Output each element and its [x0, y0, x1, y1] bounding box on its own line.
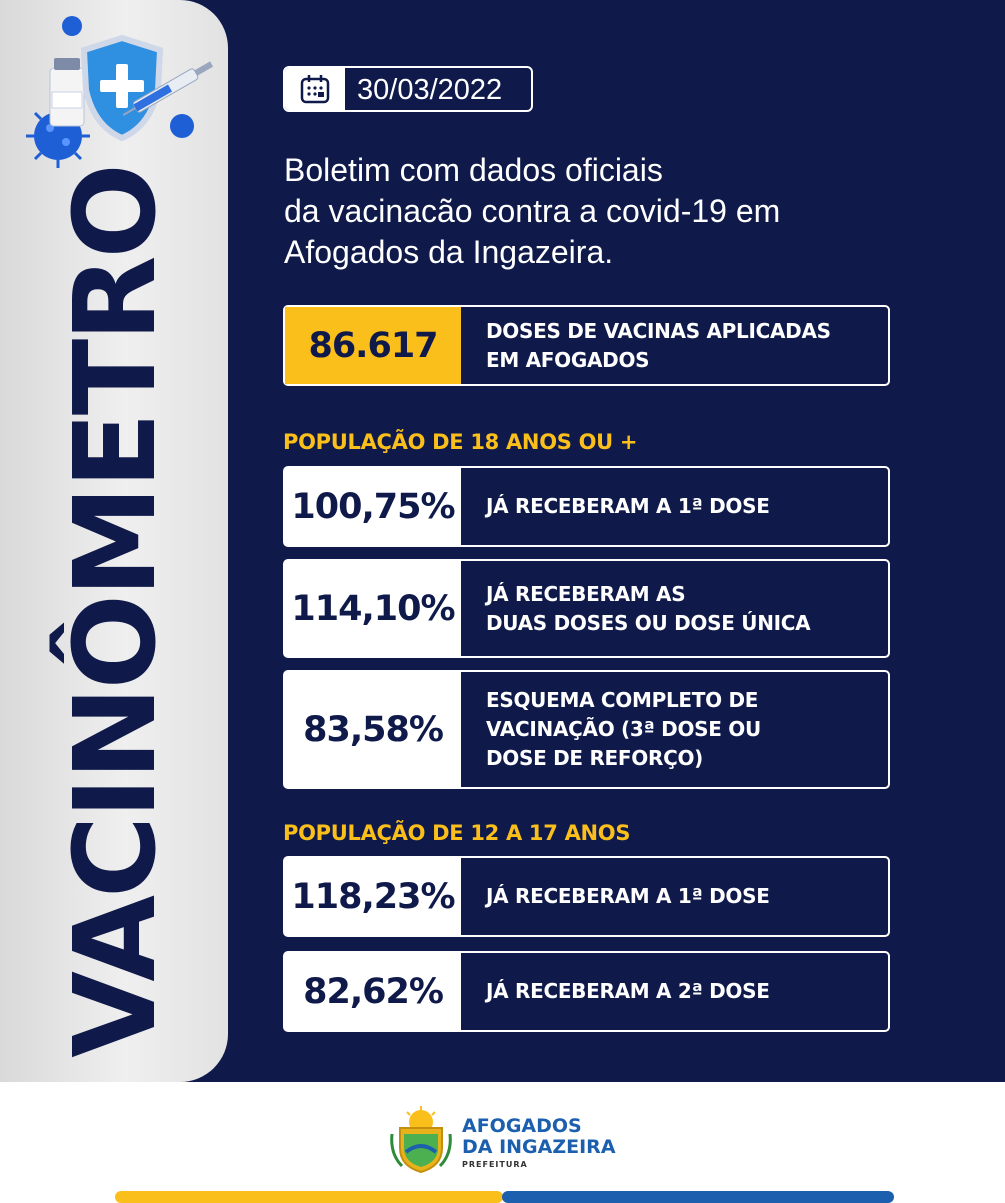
teens-section-title: POPULAÇÃO DE 12 A 17 ANOS [283, 821, 631, 845]
adults-first-dose-value: 100,75% [285, 468, 461, 545]
total-doses-value: 86.617 [285, 307, 461, 384]
adults-complete-value: 83,58% [285, 672, 461, 787]
total-doses-label: DOSES DE VACINAS APLICADAS EM AFOGADOS [486, 318, 831, 372]
teens-second-dose-value: 82,62% [285, 953, 461, 1030]
total-doses-card [283, 305, 890, 386]
adults-section-title: POPULAÇÃO DE 18 ANOS OU + [283, 430, 638, 454]
intro-line: da vacinacão contra a covid-19 em [284, 193, 781, 229]
teens-second-dose-label: JÁ RECEBERAM A 2ª DOSE [486, 979, 770, 1003]
calendar-icon [285, 68, 345, 110]
adults-complete-label: ESQUEMA COMPLETO DE VACINAÇÃO (3ª DOSE OU DOSE DE REFORÇO) [486, 688, 761, 770]
adults-complete-card [283, 670, 890, 789]
teens-first-dose-value: 118,23% [285, 858, 461, 935]
prefeitura-logo [386, 1104, 626, 1174]
date-box [283, 66, 533, 112]
adults-two-doses-value: 114,10% [285, 561, 461, 656]
adults-first-dose-label: JÁ RECEBERAM A 1ª DOSE [486, 494, 770, 518]
sidebar [0, 0, 228, 1082]
date-text: 30/03/2022 [357, 74, 503, 106]
footer-blue-bar [502, 1191, 894, 1203]
teens-second-dose-card [283, 951, 890, 1032]
adults-two-doses-label: JÁ RECEBERAM AS DUAS DOSES OU DOSE ÚNICA [486, 581, 811, 635]
city-crest-icon [386, 1104, 456, 1174]
vacinometro-title: VACINÔMETRO [51, 166, 181, 1058]
logo-text: AFOGADOS DA INGAZEIRA PREFEITURA [462, 1115, 616, 1169]
adults-first-dose-card [283, 466, 890, 547]
teens-first-dose-label: JÁ RECEBERAM A 1ª DOSE [486, 884, 770, 908]
intro-text [284, 150, 864, 273]
intro-line: Afogados da Ingazeira. [284, 234, 614, 270]
adults-two-doses-card [283, 559, 890, 658]
intro-line: Boletim com dados oficiais [284, 152, 663, 188]
vaccine-shield-illustration [10, 8, 228, 178]
teens-first-dose-card [283, 856, 890, 937]
footer-yellow-bar [115, 1191, 503, 1203]
